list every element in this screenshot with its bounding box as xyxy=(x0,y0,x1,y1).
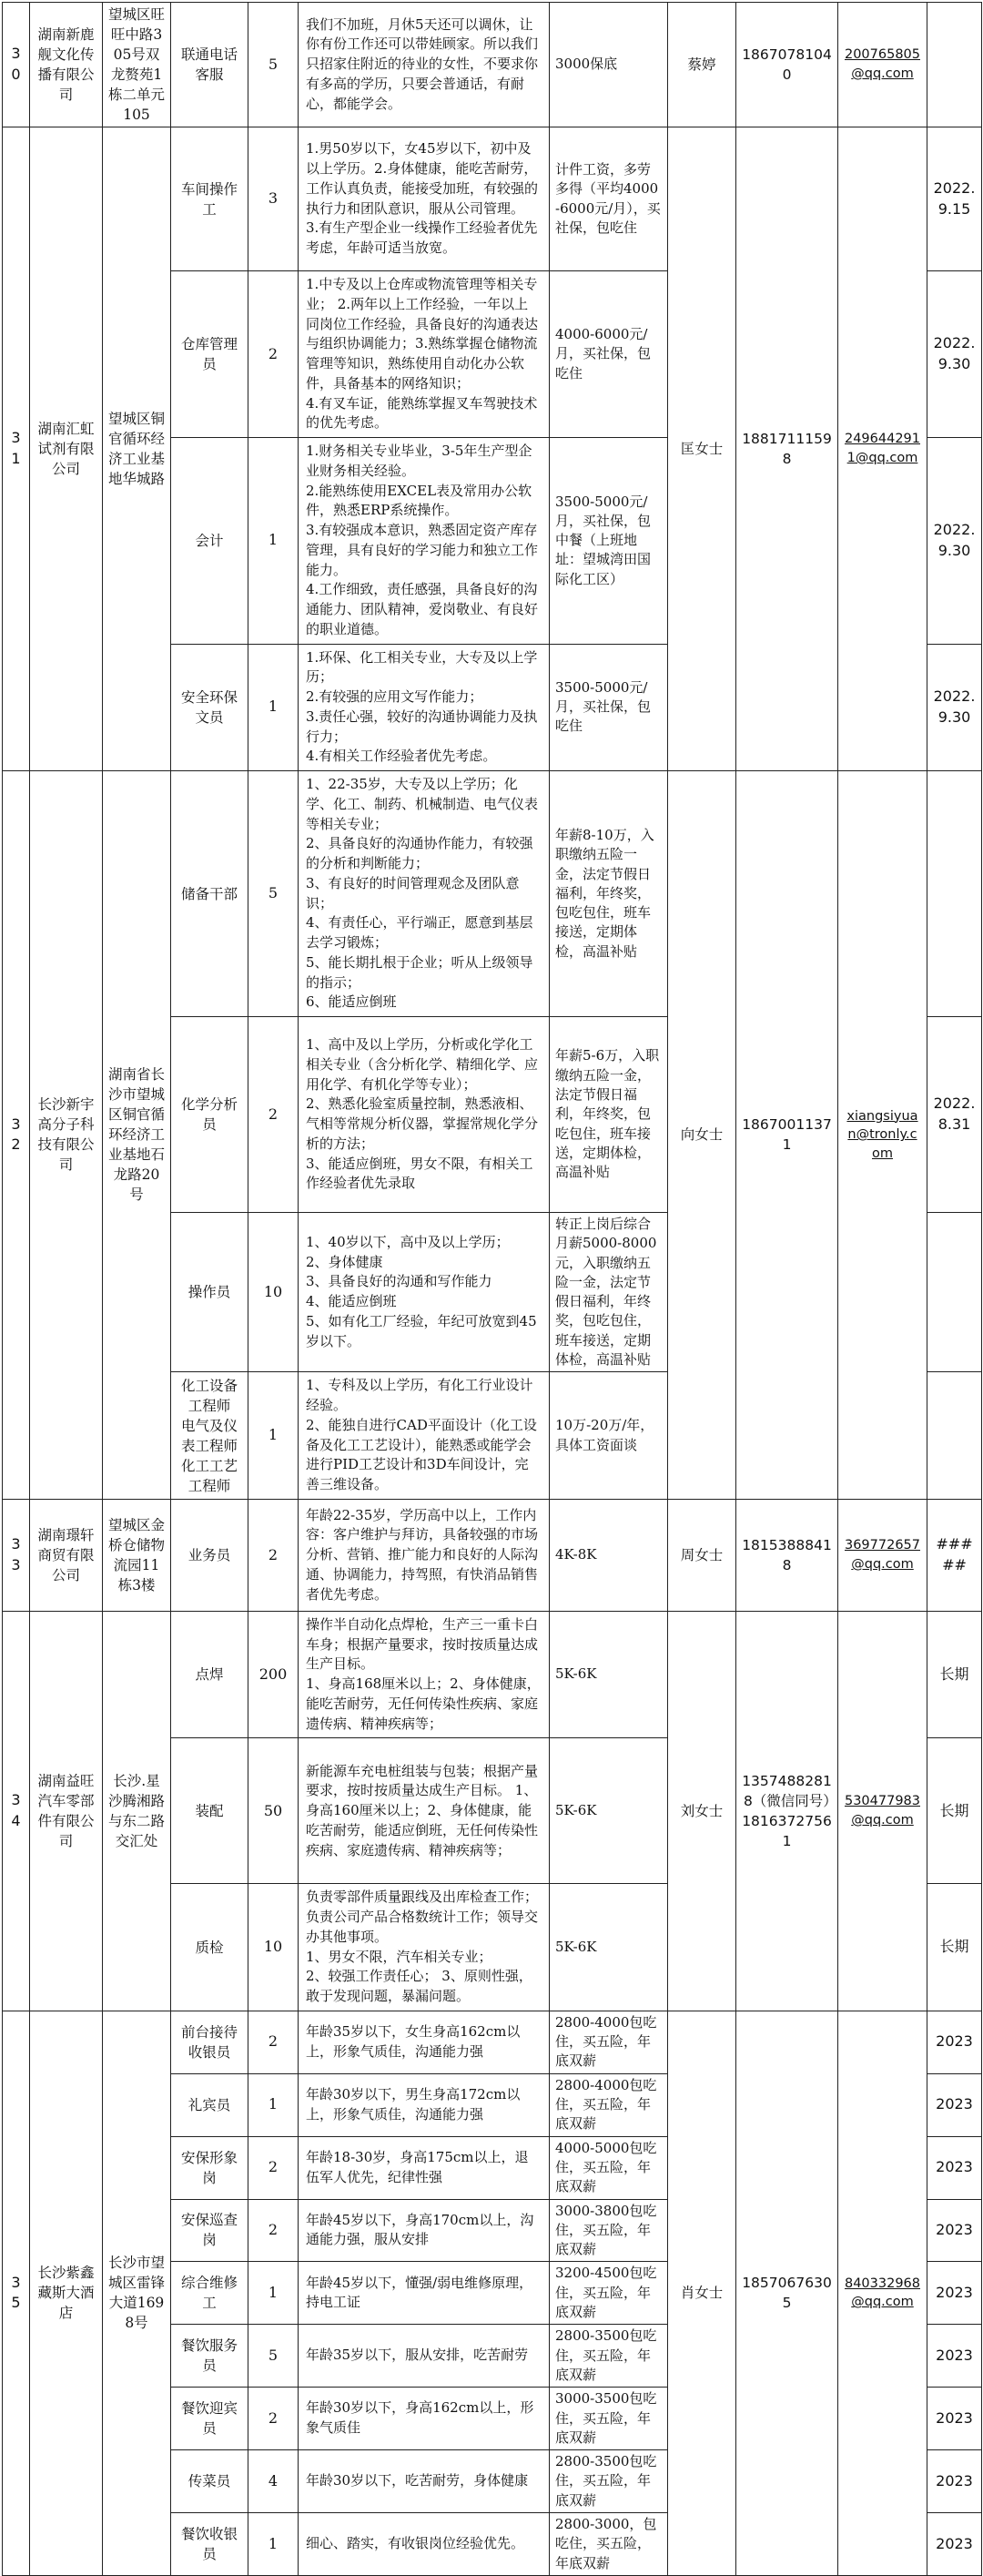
position-salary: 2800-3500包吃住，买五险，年底双薪 xyxy=(550,2325,668,2388)
company-address: 湖南省长沙市望城区铜官循环经济工业基地石龙路20号 xyxy=(103,771,171,1500)
contact-person: 刘女士 xyxy=(668,1611,736,2011)
table-body xyxy=(3,3,982,2576)
position-title: 餐饮迎宾员 xyxy=(171,2388,248,2450)
position-requirements: 负责零部件质量跟线及出库检查工作；负责公司产品合格数统计工作；领导交办其他事项。 1、男女不限，汽车相关专业； 2、较强工作责任心； 3、原则性强，敢于发现问题，暴漏问题。 xyxy=(299,1884,550,2011)
deadline-date: 2022.9.15 xyxy=(927,127,982,271)
position-count: 1 xyxy=(248,2073,299,2136)
position-count: 2 xyxy=(248,1499,299,1611)
table-row xyxy=(3,771,982,1017)
deadline-date: 2023 xyxy=(927,2262,982,2325)
position-salary: 3500-5000元/月，买社保，包吃住 xyxy=(550,644,668,771)
position-requirements: 年龄45岁以下，身高170cm以上，沟通能力强，服从安排 xyxy=(299,2199,550,2262)
contact-email xyxy=(838,1611,927,2011)
contact-email-link[interactable]: 2496442911@qq.com xyxy=(844,432,921,465)
position-requirements: 年龄30岁以下，身高162cm以上，形象气质佳 xyxy=(299,2388,550,2450)
table-row xyxy=(3,2011,982,2073)
position-title: 安全环保文员 xyxy=(171,644,248,771)
contact-email xyxy=(838,3,927,127)
position-salary: 2800-4000包吃住，买五险，年底双薪 xyxy=(550,2073,668,2136)
position-title: 车间操作工 xyxy=(171,127,248,271)
position-requirements: 年龄30岁以下，吃苦耐劳，身体健康 xyxy=(299,2450,550,2513)
position-salary: 3000-3800包吃住，买五险，年底双薪 xyxy=(550,2199,668,2262)
position-title: 餐饮服务员 xyxy=(171,2325,248,2388)
position-requirements: 年龄45岁以下，懂强/弱电维修原理，持电工证 xyxy=(299,2262,550,2325)
position-salary: 4000-6000元/月，买社保，包吃住 xyxy=(550,271,668,438)
position-requirements: 年龄22-35岁，学历高中以上，工作内容：客户维护与拜访，具备较强的市场分析、营销、推广能力和良好的人际沟通、协调能力，持驾照，有快消品销售者优先考虑。 xyxy=(299,1499,550,1611)
position-title: 前台接待收银员 xyxy=(171,2011,248,2073)
deadline-date: 长期 xyxy=(927,1611,982,1738)
position-requirements: 1、专科及以上学历，有化工行业设计经验。 2、能独自进行CAD平面设计（化工设备及化工工艺设计），能熟悉或能学会进行PID工艺设计和3D车间设计，完善三维设备。 xyxy=(299,1372,550,1500)
contact-person: 向女士 xyxy=(668,771,736,1500)
company-address: 长沙市望城区雷锋大道1698号 xyxy=(103,2011,171,2575)
company-address: 望城区旺旺中路305号双龙赘苑1栋二单元105 xyxy=(103,3,171,127)
deadline-date xyxy=(927,771,982,1017)
position-requirements: 1、40岁以下，高中及以上学历； 2、身体健康 3、具备良好的沟通和写作能力 4、能适应倒班 5、如有化工厂经验，年纪可放宽到45岁以下。 xyxy=(299,1213,550,1372)
position-count: 5 xyxy=(248,2325,299,2388)
position-requirements: 1.环保、化工相关专业，大专及以上学历； 2.有较强的应用文写作能力； 3.责任心强，较好的沟通协调能力及执行力； 4.有相关工作经验者优先考虑。 xyxy=(299,644,550,771)
position-count: 5 xyxy=(248,3,299,127)
position-salary: 计件工资，多劳多得（平均4000-6000元/月），买社保，包吃住 xyxy=(550,127,668,271)
company-index: 34 xyxy=(3,1611,30,2011)
position-salary: 年薪5-6万，入职缴纳五险一金，法定节假日福利，年终奖，包吃包住，班车接送，定期体检，高温补贴 xyxy=(550,1017,668,1213)
contact-email-link[interactable]: 369772657@qq.com xyxy=(844,1538,921,1572)
position-requirements: 1、22-35岁，大专及以上学历；化学、化工、制药、机械制造、电气仪表等相关专业； 2、具备良好的沟通协作能力，有较强的分析和判断能力； 3、有良好的时间管理观念及团队意识； 4、有责任心，平行端正，愿意到基层去学习锻炼； 5、能长期扎根于企业；听从上级领导的指示； 6、能适应倒班 xyxy=(299,771,550,1017)
position-title: 安保形象岗 xyxy=(171,2136,248,2199)
contact-email-link[interactable]: 200765805@qq.com xyxy=(844,47,921,81)
position-count: 1 xyxy=(248,644,299,771)
position-salary: 10万-20万/年，具体工资面谈 xyxy=(550,1372,668,1500)
position-salary: 3200-4500包吃住，买五险，年底双薪 xyxy=(550,2262,668,2325)
position-count: 2 xyxy=(248,2136,299,2199)
position-salary: 5K-6K xyxy=(550,1738,668,1884)
contact-phone: 18670781040 xyxy=(736,3,838,127)
position-count: 50 xyxy=(248,1738,299,1884)
deadline-date: 2022.9.30 xyxy=(927,271,982,438)
position-title: 业务员 xyxy=(171,1499,248,1611)
position-salary: 4000-5000包吃住，买五险，年底双薪 xyxy=(550,2136,668,2199)
position-salary: 转正上岗后综合月薪5000-8000元，入职缴纳五险一金，法定节假日福利，年终奖，包吃包住，班车接送，定期体检，高温补贴 xyxy=(550,1213,668,1372)
deadline-date: 2023 xyxy=(927,2073,982,2136)
deadline-date: 2023 xyxy=(927,2325,982,2388)
position-title: 餐饮收银员 xyxy=(171,2513,248,2576)
company-name: 湖南璟轩商贸有限公司 xyxy=(30,1499,103,1611)
position-title: 化学分析员 xyxy=(171,1017,248,1213)
position-salary: 4K-8K xyxy=(550,1499,668,1611)
company-name: 长沙新宇高分子科技有限公司 xyxy=(30,771,103,1500)
contact-person: 匡女士 xyxy=(668,127,736,771)
contact-email xyxy=(838,127,927,771)
deadline-date: 长期 xyxy=(927,1738,982,1884)
position-title: 联通电话客服 xyxy=(171,3,248,127)
job-listing-table xyxy=(2,2,982,2576)
position-requirements: 年龄30岁以下，男生身高172cm以上，形象气质佳，沟通能力强 xyxy=(299,2073,550,2136)
deadline-date: 2022.9.30 xyxy=(927,644,982,771)
position-requirements: 1、高中及以上学历，分析或化学化工相关专业（含分析化学、精细化学、应用化学、有机化学等专业）； 2、熟悉化验室质量控制，熟悉液相、气相等常规分析仪器，掌握常规化学分析的方法； 3、能适应倒班，男女不限，有相关工作经验者优先录取 xyxy=(299,1017,550,1213)
deadline-date: 2022.9.30 xyxy=(927,438,982,645)
contact-phone: 18153888418 xyxy=(736,1499,838,1611)
position-title: 点焊 xyxy=(171,1611,248,1738)
deadline-date: 2023 xyxy=(927,2011,982,2073)
company-name: 湖南益旺汽车零部件有限公司 xyxy=(30,1611,103,2011)
position-requirements: 年龄18-30岁，身高175cm以上，退伍军人优先，纪律性强 xyxy=(299,2136,550,2199)
deadline-date: 2023 xyxy=(927,2199,982,2262)
deadline-date xyxy=(927,3,982,127)
position-salary: 3500-5000元/月，买社保，包中餐（上班地址：望城湾田国际化工区） xyxy=(550,438,668,645)
position-requirements: 年龄35岁以下，服从安排，吃苦耐劳 xyxy=(299,2325,550,2388)
position-salary: 5K-6K xyxy=(550,1884,668,2011)
position-salary: 2800-4000包吃住，买五险，年底双薪 xyxy=(550,2011,668,2073)
contact-phone: 18570676305 xyxy=(736,2011,838,2575)
position-count: 3 xyxy=(248,127,299,271)
contact-phone: 18670011371 xyxy=(736,771,838,1500)
position-requirements: 我们不加班，月休5天还可以调休，让你有份工作还可以带娃顾家。所以我们只招家住附近的待业的女性，不要求你有多高的学历，只要会普通话，有耐心，都能学会。 xyxy=(299,3,550,127)
deadline-date: 2022.8.31 xyxy=(927,1017,982,1213)
position-title: 质检 xyxy=(171,1884,248,2011)
position-requirements: 新能源车充电桩组装与包装；根据产量要求，按时按质量达成生产目标。 1、身高160厘米以上；2、身体健康，能吃苦耐劳，能适应倒班，无任何传染性疾病、家庭遗传病、精神疾病等； xyxy=(299,1738,550,1884)
position-count: 1 xyxy=(248,438,299,645)
company-index: 33 xyxy=(3,1499,30,1611)
position-count: 200 xyxy=(248,1611,299,1738)
position-count: 2 xyxy=(248,2388,299,2450)
position-count: 5 xyxy=(248,771,299,1017)
position-requirements: 细心、踏实，有收银岗位经验优先。 xyxy=(299,2513,550,2576)
position-salary: 3000-3500包吃住，买五险，年底双薪 xyxy=(550,2388,668,2450)
position-requirements: 1.财务相关专业毕业，3-5年生产型企业财务相关经验。 2.能熟练使用EXCEL表及常用办公软件，熟悉ERP系统操作。 3.有较强成本意识，熟悉固定资产库存管理，具有良好的学习能力和独立工作能力。 4.工作细致，责任感强，具备良好的沟通能力、团队精神，爱岗敬业、有良好的职业道德。 xyxy=(299,438,550,645)
contact-person: 肖女士 xyxy=(668,2011,736,2575)
contact-email xyxy=(838,2011,927,2575)
deadline-date xyxy=(927,1213,982,1372)
contact-phone: 18817111598 xyxy=(736,127,838,771)
company-index: 35 xyxy=(3,2011,30,2575)
contact-email-link[interactable]: xiangsiyuan@tronly.com xyxy=(846,1108,918,1161)
position-count: 1 xyxy=(248,1372,299,1500)
position-title: 传菜员 xyxy=(171,2450,248,2513)
position-salary: 3000保底 xyxy=(550,3,668,127)
position-count: 2 xyxy=(248,1017,299,1213)
position-requirements: 1.男50岁以下，女45岁以下，初中及以上学历。2.身体健康，能吃苦耐劳，工作认真负责，能接受加班，有较强的执行力和团队意识，服从公司管理。 3.有生产型企业一线操作工经验者优先考虑，年龄可适当放宽。 xyxy=(299,127,550,271)
table-row xyxy=(3,127,982,271)
company-address: 长沙.星沙腾湘路与东二路交汇处 xyxy=(103,1611,171,2011)
position-count: 1 xyxy=(248,2513,299,2576)
position-title: 礼宾员 xyxy=(171,2073,248,2136)
table-row xyxy=(3,1499,982,1611)
company-index: 32 xyxy=(3,771,30,1500)
company-address: 望城区铜官循环经济工业基地华城路 xyxy=(103,127,171,771)
position-title: 安保巡查岗 xyxy=(171,2199,248,2262)
contact-email xyxy=(838,1499,927,1611)
company-name: 湖南汇虹试剂有限公司 xyxy=(30,127,103,771)
deadline-date: ##### xyxy=(927,1499,982,1611)
position-salary: 2800-3500包吃住，买五险，年底双薪 xyxy=(550,2450,668,2513)
position-count: 1 xyxy=(248,2262,299,2325)
contact-person: 周女士 xyxy=(668,1499,736,1611)
position-title: 储备干部 xyxy=(171,771,248,1017)
position-title: 仓库管理员 xyxy=(171,271,248,438)
company-name: 湖南新鹿舰文化传播有限公司 xyxy=(30,3,103,127)
table-row xyxy=(3,3,982,127)
deadline-date: 2023 xyxy=(927,2136,982,2199)
table-row xyxy=(3,1611,982,1738)
position-requirements: 操作半自动化点焊枪，生产三一重卡白车身；根据产量要求，按时按质量达成生产目标。 1、身高168厘米以上；2、身体健康，能吃苦耐劳，无任何传染性疾病、家庭遗传病、精神疾病等； xyxy=(299,1611,550,1738)
position-salary: 2800-3000，包吃住，买五险，年底双薪 xyxy=(550,2513,668,2576)
position-count: 2 xyxy=(248,2011,299,2073)
position-title: 综合维修工 xyxy=(171,2262,248,2325)
deadline-date: 2023 xyxy=(927,2388,982,2450)
contact-email-link[interactable]: 840332968@qq.com xyxy=(844,2276,921,2310)
deadline-date xyxy=(927,1372,982,1500)
position-count: 10 xyxy=(248,1213,299,1372)
position-count: 10 xyxy=(248,1884,299,2011)
position-requirements: 年龄35岁以下，女生身高162cm以上，形象气质佳，沟通能力强 xyxy=(299,2011,550,2073)
position-title: 装配 xyxy=(171,1738,248,1884)
position-salary: 年薪8-10万，入职缴纳五险一金，法定节假日福利，年终奖，包吃包住，班车接送，定期体检，高温补贴 xyxy=(550,771,668,1017)
position-requirements: 1.中专及以上仓库或物流管理等相关专业； 2.两年以上工作经验，一年以上同岗位工作经验，具备良好的沟通表达与组织协调能力；3.熟练掌握仓储物流管理等知识，熟练使用自动化办公软件，具备基本的网络知识； 4.有叉车证，能熟练掌握叉车驾驶技术的优先考虑。 xyxy=(299,271,550,438)
contact-email xyxy=(838,771,927,1500)
deadline-date: 2023 xyxy=(927,2450,982,2513)
position-title: 操作员 xyxy=(171,1213,248,1372)
position-count: 4 xyxy=(248,2450,299,2513)
position-title: 会计 xyxy=(171,438,248,645)
deadline-date: 2023 xyxy=(927,2513,982,2576)
company-name: 长沙紫鑫藏斯大酒店 xyxy=(30,2011,103,2575)
contact-email-link[interactable]: 530477983@qq.com xyxy=(844,1794,921,1828)
contact-person: 蔡婷 xyxy=(668,3,736,127)
company-index: 31 xyxy=(3,127,30,771)
position-title: 化工设备工程师 电气及仪表工程师 化工工艺工程师 xyxy=(171,1372,248,1500)
position-count: 2 xyxy=(248,2199,299,2262)
position-salary: 5K-6K xyxy=(550,1611,668,1738)
company-index: 30 xyxy=(3,3,30,127)
position-count: 2 xyxy=(248,271,299,438)
contact-phone: 13574882818（微信同号）18163727561 xyxy=(736,1611,838,2011)
deadline-date: 长期 xyxy=(927,1884,982,2011)
company-address: 望城区金桥仓储物流园11栋3楼 xyxy=(103,1499,171,1611)
